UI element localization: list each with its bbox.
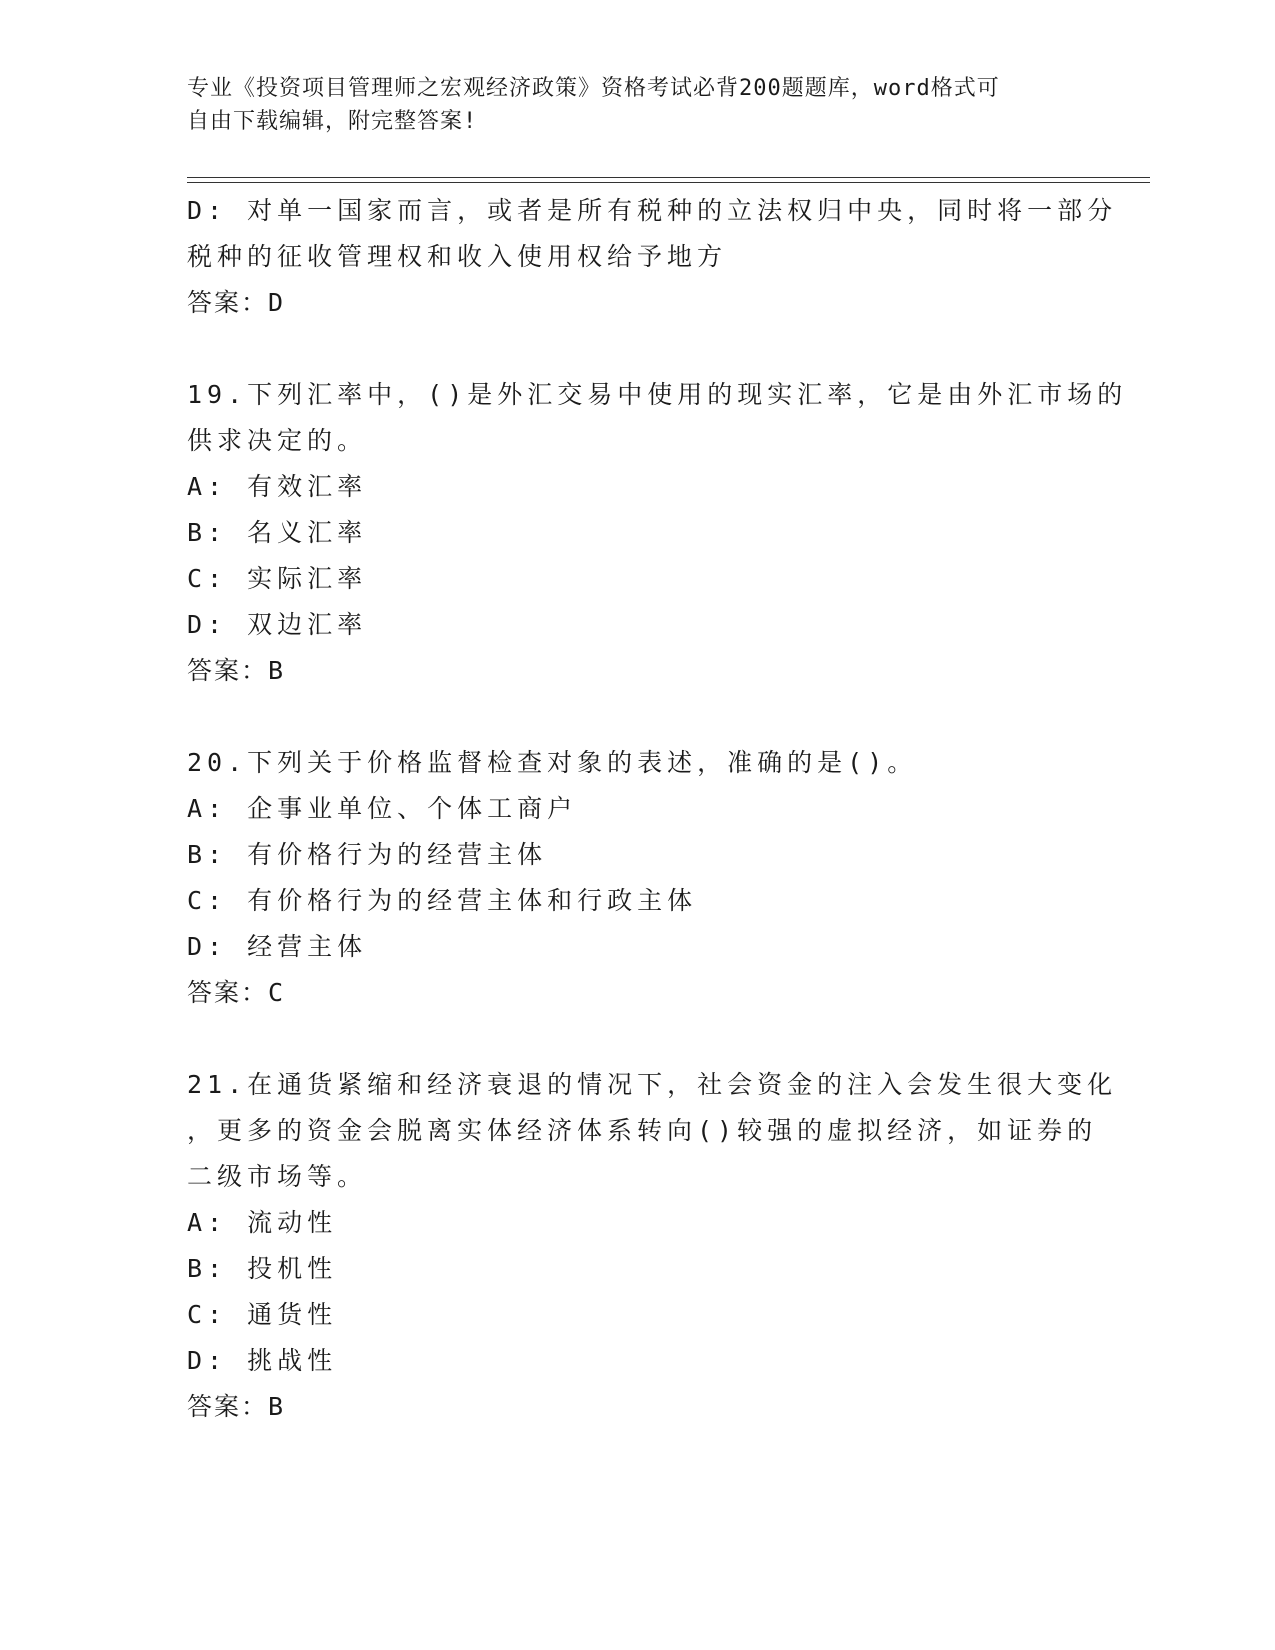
option-b: B: 有价格行为的经营主体 xyxy=(187,840,548,869)
option-d: D: 挑战性 xyxy=(187,1346,338,1375)
question-20 xyxy=(187,740,1087,1016)
question-content xyxy=(187,188,1128,1430)
answer: 答案：B xyxy=(187,656,286,685)
header-line-2: 自由下载编辑，附完整答案! xyxy=(187,109,478,134)
option-a: A: 流动性 xyxy=(187,1208,338,1237)
question-stem: 19.下列汇率中，()是外汇交易中使用的现实汇率，它是由外汇市场的 xyxy=(187,380,1128,409)
document-header xyxy=(187,72,1087,138)
spacer xyxy=(187,1016,1087,1062)
question-21 xyxy=(187,1062,1118,1430)
option-b: B: 投机性 xyxy=(187,1254,338,1283)
option-a: A: 有效汇率 xyxy=(187,472,368,501)
question-stem-continued: 供求决定的。 xyxy=(187,426,368,455)
answer: 答案：C xyxy=(187,978,286,1007)
option-a: A: 企事业单位、个体工商户 xyxy=(187,794,578,823)
header-line-1: 专业《投资项目管理师之宏观经济政策》资格考试必背200题题库，word格式可 xyxy=(187,76,1000,101)
option-c: C: 有价格行为的经营主体和行政主体 xyxy=(187,886,698,915)
option-b: B: 名义汇率 xyxy=(187,518,368,547)
option-d: D: 经营主体 xyxy=(187,932,368,961)
spacer xyxy=(187,326,1087,372)
header-rule-top xyxy=(187,177,1150,178)
question-stem: 21.在通货紧缩和经济衰退的情况下，社会资金的注入会发生很大变化 xyxy=(187,1070,1118,1099)
answer: 答案：B xyxy=(187,1392,286,1421)
question-stem-continued: ，更多的资金会脱离实体经济体系转向()较强的虚拟经济，如证券的 xyxy=(187,1116,1098,1145)
header-rule-bottom xyxy=(187,182,1150,183)
question-stem-continued: 二级市场等。 xyxy=(187,1162,368,1191)
option-d-continued: 税种的征收管理权和收入使用权给予地方 xyxy=(187,242,728,271)
option-d: D: 双边汇率 xyxy=(187,610,368,639)
question-stem: 20.下列关于价格监督检查对象的表述，准确的是()。 xyxy=(187,748,918,777)
question-19 xyxy=(187,372,1128,694)
answer: 答案：D xyxy=(187,288,286,317)
spacer xyxy=(187,694,1087,740)
question-18-continued xyxy=(187,188,1118,326)
option-d: D: 对单一国家而言，或者是所有税种的立法权归中央，同时将一部分 xyxy=(187,196,1118,225)
option-c: C: 通货性 xyxy=(187,1300,338,1329)
option-c: C: 实际汇率 xyxy=(187,564,368,593)
